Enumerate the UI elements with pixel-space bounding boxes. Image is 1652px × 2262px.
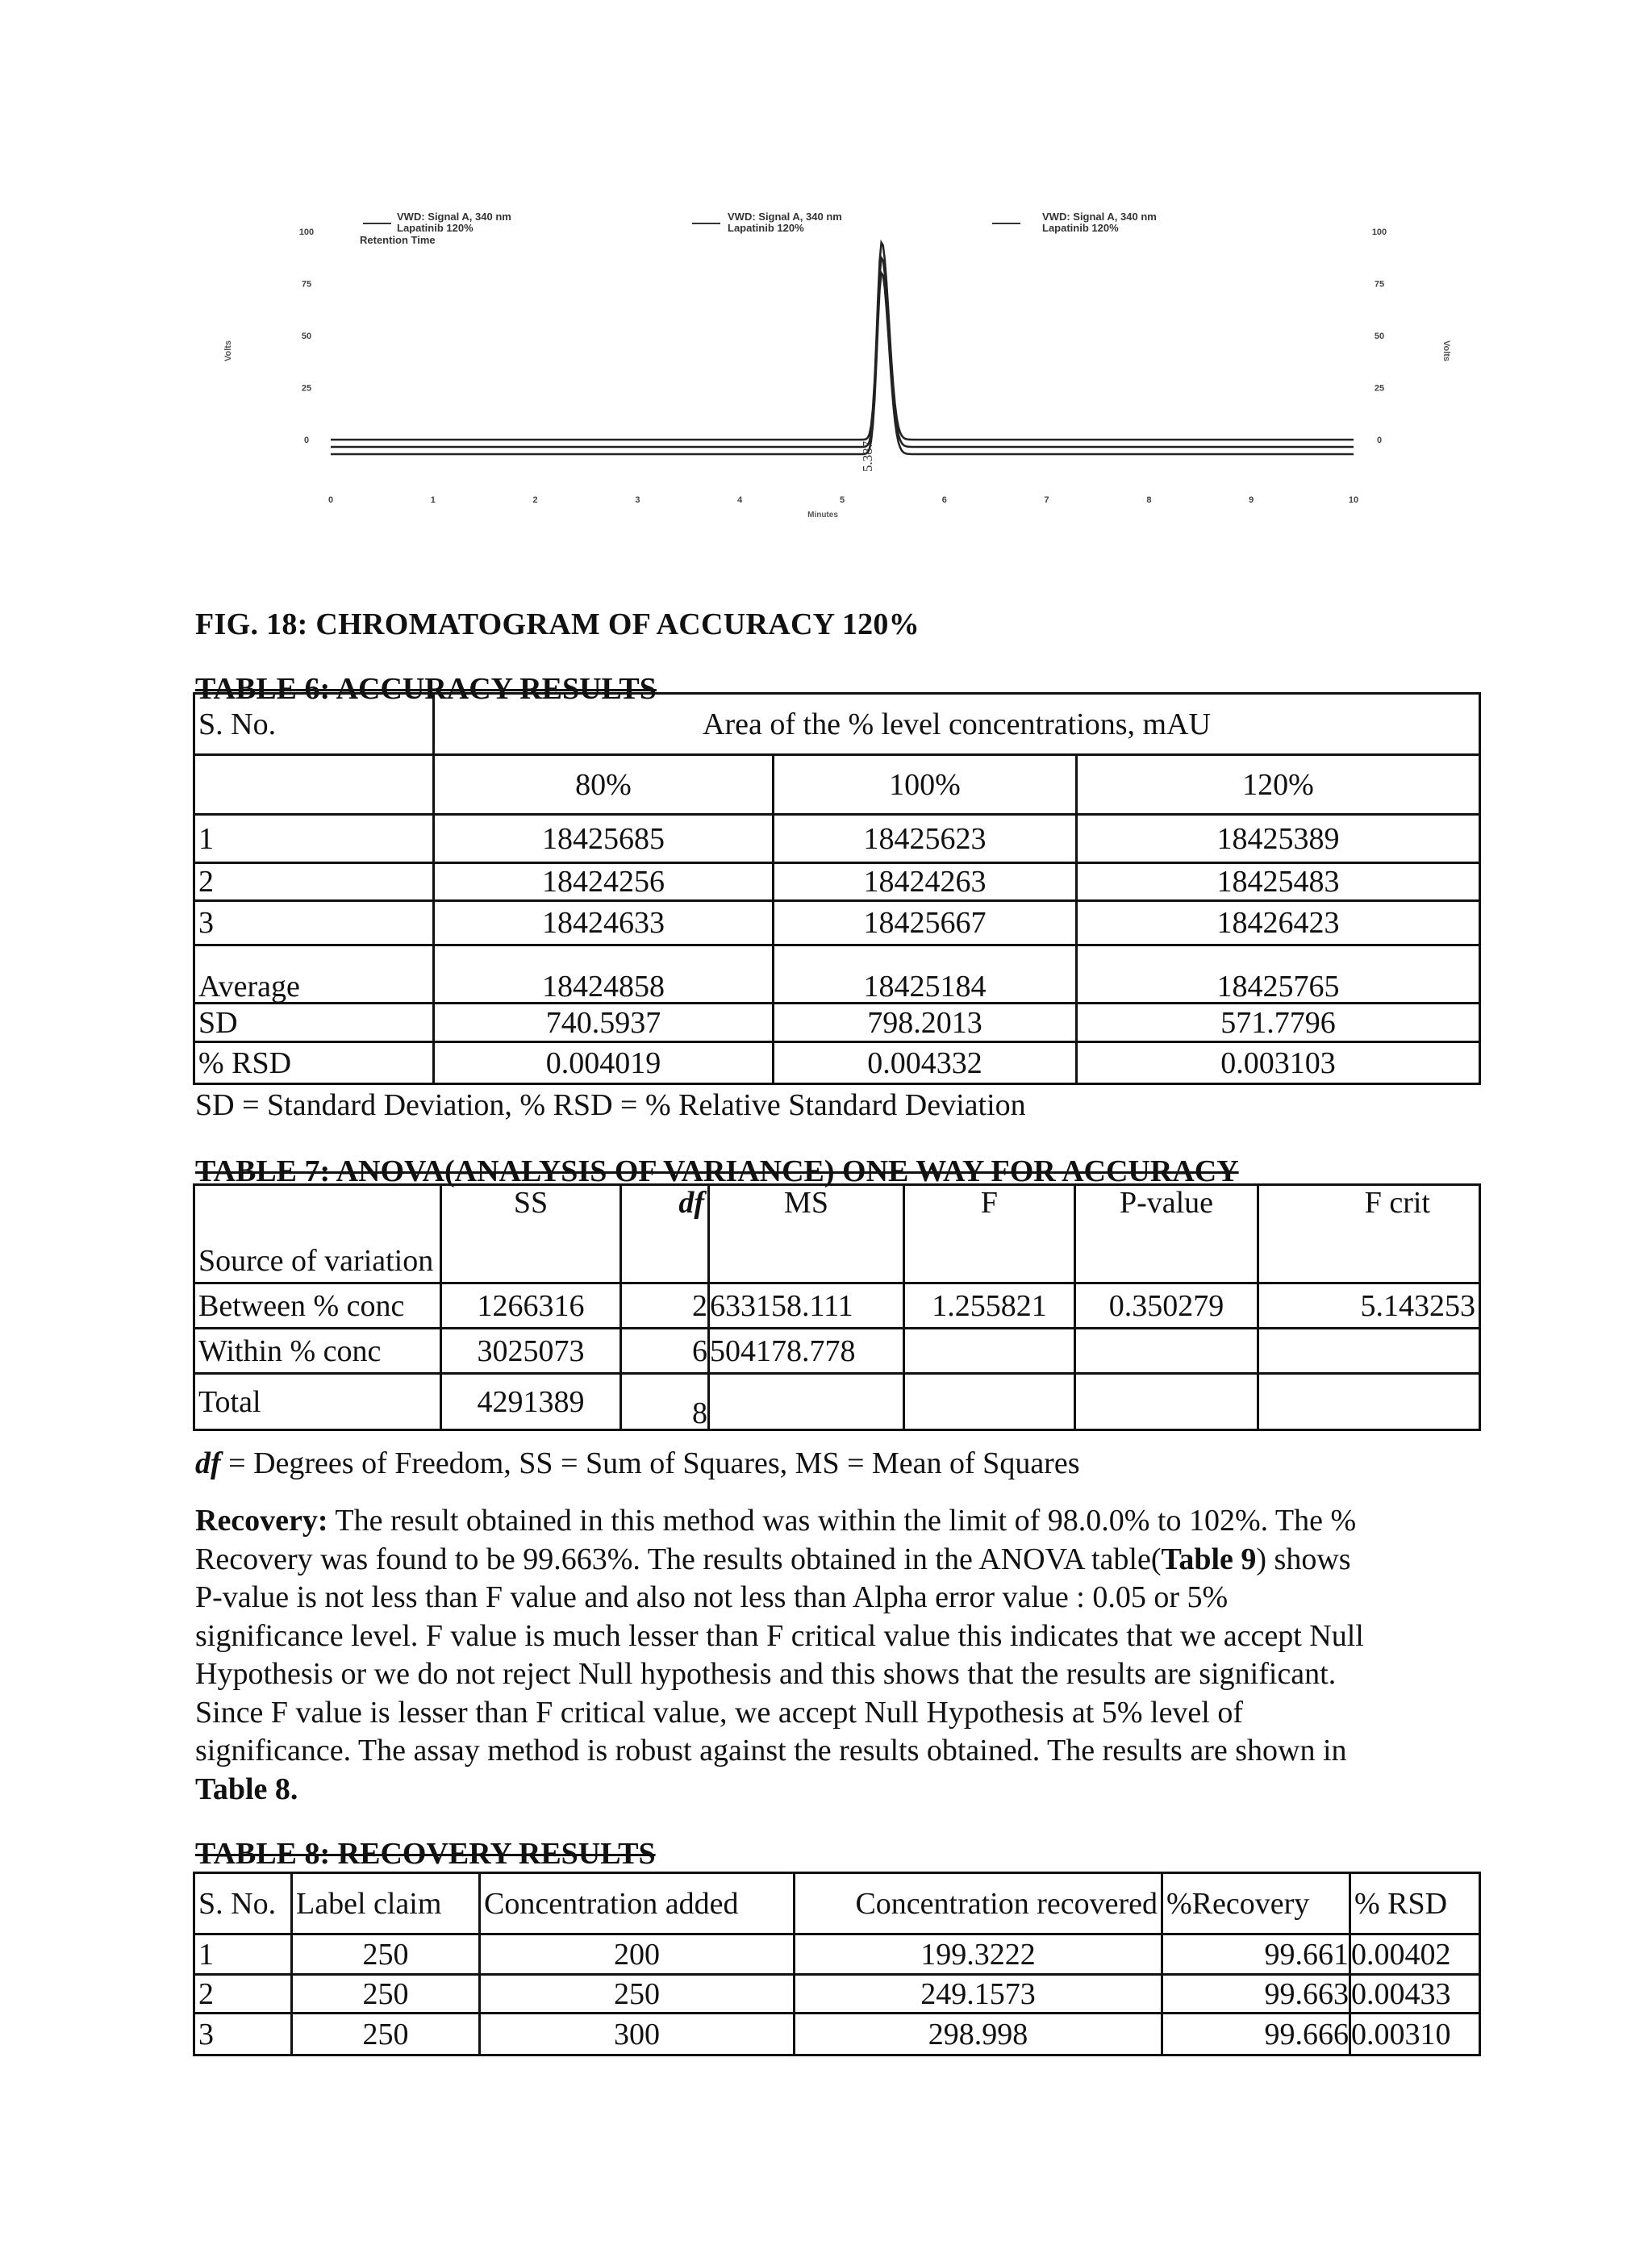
table7-header-df xyxy=(621,1185,709,1283)
table-cell: Average xyxy=(194,945,434,1004)
table-cell: 571.7796 xyxy=(1077,1004,1480,1042)
table-cell: Within % conc xyxy=(194,1329,441,1374)
y-tick-label-right: 100 xyxy=(1371,227,1387,237)
table-row xyxy=(194,1283,1480,1329)
table6-header-empty xyxy=(194,755,434,815)
table-cell: 199.3222 xyxy=(795,1934,1162,1975)
x-tick-label: 9 xyxy=(1249,495,1254,505)
y-tick-label-left: 0 xyxy=(303,436,310,445)
table-cell: 1.255821 xyxy=(904,1283,1075,1329)
paragraph-line: Since F value is lesser than F critical value, we accept Null Hypothesis at 5% level of xyxy=(195,1695,1244,1730)
table-cell: Between % conc xyxy=(194,1283,441,1329)
table6-level-80: 80% xyxy=(434,755,774,815)
table-cell: 18425389 xyxy=(1077,815,1480,863)
table-row xyxy=(194,1004,1480,1042)
table-cell: 18425667 xyxy=(774,901,1077,945)
table-cell: 3 xyxy=(194,901,434,945)
table-cell: 740.5937 xyxy=(434,1004,774,1042)
y-tick-label-left: 25 xyxy=(301,383,312,394)
table7-footnote xyxy=(195,1446,1080,1481)
table-cell xyxy=(1075,1329,1258,1374)
table-cell: 99.661 xyxy=(1162,1934,1350,1975)
table-row xyxy=(194,2014,1480,2055)
table-row xyxy=(194,1042,1480,1084)
table-cell: 1 xyxy=(194,1934,292,1975)
legend-1-retention: Retention Time xyxy=(360,234,436,246)
table-cell: 4291389 xyxy=(441,1374,621,1430)
table-cell: 250 xyxy=(292,1934,480,1975)
table-cell xyxy=(709,1374,904,1430)
chromatogram-figure xyxy=(218,198,1451,536)
table-cell: 0.00310 xyxy=(1350,2014,1480,2055)
x-tick-label: 6 xyxy=(941,495,947,505)
y-tick-label-left: 100 xyxy=(298,227,315,237)
table-cell: 99.663 xyxy=(1162,1975,1350,2014)
table-cell: 6 xyxy=(621,1329,709,1374)
table7-caption: TABLE 7: ANOVA(ANALYSIS OF VARIANCE) ONE WAY FOR ACCURACY xyxy=(195,1154,1239,1188)
table8-header-label-claim: Label claim xyxy=(292,1873,480,1934)
table-cell: 18424633 xyxy=(434,901,774,945)
legend-2-signal: VWD: Signal A, 340 nm xyxy=(728,211,842,223)
table-cell: 798.2013 xyxy=(774,1004,1077,1042)
peak-label: 5.387 xyxy=(860,440,875,472)
table-cell: 633158.111 xyxy=(709,1283,904,1329)
table-cell: 2 xyxy=(194,1975,292,2014)
table-cell: 250 xyxy=(480,1975,795,2014)
table-cell xyxy=(1258,1329,1480,1374)
legend-3-sample: Lapatinib 120% xyxy=(1042,222,1119,234)
table8-header-recovery: %Recovery xyxy=(1162,1873,1350,1934)
table-cell: 0.00433 xyxy=(1350,1975,1480,2014)
table-row xyxy=(194,863,1480,901)
x-tick-label: 2 xyxy=(532,495,538,505)
table-cell: 8 xyxy=(621,1374,709,1430)
table7-header-f: F xyxy=(904,1185,1075,1283)
y-tick-label-left: 50 xyxy=(301,332,312,341)
table-cell: 3 xyxy=(194,2014,292,2055)
x-axis-label: Minutes xyxy=(807,511,838,520)
recovery-lead: Recovery: xyxy=(195,1504,328,1538)
legend-2-sample: Lapatinib 120% xyxy=(728,222,804,234)
chromatogram-trace xyxy=(331,273,1354,454)
x-tick-label: 1 xyxy=(430,495,436,505)
y-axis-label-left: Volts xyxy=(223,340,233,362)
legend-1-signal: VWD: Signal A, 340 nm xyxy=(397,211,511,223)
table-cell: 18424858 xyxy=(434,945,774,1004)
paragraph-line-end: ) shows xyxy=(1256,1542,1351,1576)
table-cell: 99.666 xyxy=(1162,2014,1350,2055)
table-cell: 18426423 xyxy=(1077,901,1480,945)
table-cell: 250 xyxy=(292,1975,480,2014)
table-cell: 18424263 xyxy=(774,863,1077,901)
table8-header-conc-recovered: Concentration recovered xyxy=(795,1873,1162,1934)
y-tick-label-right: 25 xyxy=(1374,383,1385,394)
table6 xyxy=(193,692,1481,1085)
table-cell: 0.00402 xyxy=(1350,1934,1480,1975)
table-cell: 3025073 xyxy=(441,1329,621,1374)
figure-caption: FIG. 18: CHROMATOGRAM OF ACCURACY 120% xyxy=(195,607,920,641)
table7-header-fcrit: F crit xyxy=(1258,1185,1480,1283)
table-cell: 300 xyxy=(480,2014,795,2055)
legend-3-signal: VWD: Signal A, 340 nm xyxy=(1042,211,1157,223)
y-tick-label-right: 0 xyxy=(1376,436,1383,445)
table6-caption: TABLE 6: ACCURACY RESULTS xyxy=(195,672,657,706)
table-cell: 18425623 xyxy=(774,815,1077,863)
table-cell: 249.1573 xyxy=(795,1975,1162,2014)
table-cell xyxy=(904,1374,1075,1430)
table-cell: 0.350279 xyxy=(1075,1283,1258,1329)
table6-level-120: 120% xyxy=(1077,755,1480,815)
table-cell: 1 xyxy=(194,815,434,863)
table-cell xyxy=(1075,1374,1258,1430)
table-cell: 200 xyxy=(480,1934,795,1975)
table-cell: 504178.778 xyxy=(709,1329,904,1374)
table7 xyxy=(193,1183,1481,1431)
table-cell: 18424256 xyxy=(434,863,774,901)
table-row xyxy=(194,1975,1480,2014)
table-cell: 0.004019 xyxy=(434,1042,774,1084)
table-row xyxy=(194,815,1480,863)
table9-reference: Table 9 xyxy=(1161,1542,1257,1576)
table-cell: 2 xyxy=(194,863,434,901)
table7-header-source: Source of variation xyxy=(194,1185,441,1283)
table-row xyxy=(194,901,1480,945)
table-cell xyxy=(1258,1374,1480,1430)
table-cell: % RSD xyxy=(194,1042,434,1084)
y-axis-label-right: Volts xyxy=(1441,340,1451,362)
x-tick-label: 7 xyxy=(1044,495,1049,505)
table7-header-df-text: df xyxy=(678,1186,704,1220)
table-row xyxy=(194,1934,1480,1975)
x-tick-label: 0 xyxy=(327,495,334,505)
paragraph-line: significance. The assay method is robust against the results obtained. The results are shown in xyxy=(195,1734,1347,1767)
chromatogram-trace xyxy=(331,258,1354,448)
y-tick-label-left: 75 xyxy=(301,279,312,290)
x-tick-label: 3 xyxy=(635,495,640,505)
paragraph-line: significance level. F value is much lesser than F critical value this indicates that we accept Null xyxy=(195,1618,1364,1653)
table-row xyxy=(194,1374,1480,1430)
table-cell: 0.004332 xyxy=(774,1042,1077,1084)
table-cell: 18425685 xyxy=(434,815,774,863)
table6-group-header: Area of the % level concentrations, mAU xyxy=(434,694,1480,755)
table6-footnote: SD = Standard Deviation, % RSD = % Relative Standard Deviation xyxy=(195,1088,1026,1122)
table-row xyxy=(194,1329,1480,1374)
chromatogram-trace xyxy=(331,243,1354,440)
table-cell: 18425184 xyxy=(774,945,1077,1004)
x-tick-label: 8 xyxy=(1146,495,1152,505)
table-cell: 1266316 xyxy=(441,1283,621,1329)
paragraph-line: Recovery was found to be 99.663%. The results obtained in the ANOVA table( xyxy=(195,1542,1162,1576)
table-cell: SD xyxy=(194,1004,434,1042)
table7-header-ms: MS xyxy=(709,1185,904,1283)
x-tick-label: 4 xyxy=(737,495,743,505)
table-cell: 250 xyxy=(292,2014,480,2055)
table7-header-p: P-value xyxy=(1075,1185,1258,1283)
table-cell: 18425483 xyxy=(1077,863,1480,901)
table-cell xyxy=(904,1329,1075,1374)
y-tick-label-right: 75 xyxy=(1374,279,1385,290)
legend-1-sample: Lapatinib 120% xyxy=(397,222,473,234)
table8 xyxy=(193,1872,1481,2056)
table6-level-100: 100% xyxy=(774,755,1077,815)
table8-header-sno: S. No. xyxy=(194,1873,292,1934)
table-cell: Total xyxy=(194,1374,441,1430)
table8-header-rsd: % RSD xyxy=(1350,1873,1480,1934)
table-cell: 0.003103 xyxy=(1077,1042,1480,1084)
table7-footnote-text: = Degrees of Freedom, SS = Sum of Squares, MS = Mean of Squares xyxy=(220,1446,1080,1480)
table8-caption: TABLE 8: RECOVERY RESULTS xyxy=(195,1837,656,1871)
table8-reference: Table 8. xyxy=(195,1772,298,1806)
paragraph-line: Hypothesis or we do not reject Null hypothesis and this shows that the results are significant. xyxy=(195,1657,1337,1691)
paragraph-line: P-value is not less than F value and also not less than Alpha error value : 0.05 or 5% xyxy=(195,1580,1229,1614)
recovery-paragraph xyxy=(195,1502,1486,1809)
x-tick-label: 10 xyxy=(1348,495,1359,505)
y-tick-label-right: 50 xyxy=(1374,332,1385,341)
x-tick-label: 5 xyxy=(839,495,845,505)
table6-header-sno: S. No. xyxy=(194,694,434,755)
table7-header-ss: SS xyxy=(441,1185,621,1283)
df-abbrev: df xyxy=(195,1446,221,1480)
table-cell: 298.998 xyxy=(795,2014,1162,2055)
paragraph-line: The result obtained in this method was within the limit of 98.0.0% to 102%. The % xyxy=(327,1504,1357,1538)
table-row xyxy=(194,945,1480,1004)
table-cell: 5.143253 xyxy=(1258,1283,1480,1329)
table-cell: 2 xyxy=(621,1283,709,1329)
table8-header-conc-added: Concentration added xyxy=(480,1873,795,1934)
table-cell: 18425765 xyxy=(1077,945,1480,1004)
